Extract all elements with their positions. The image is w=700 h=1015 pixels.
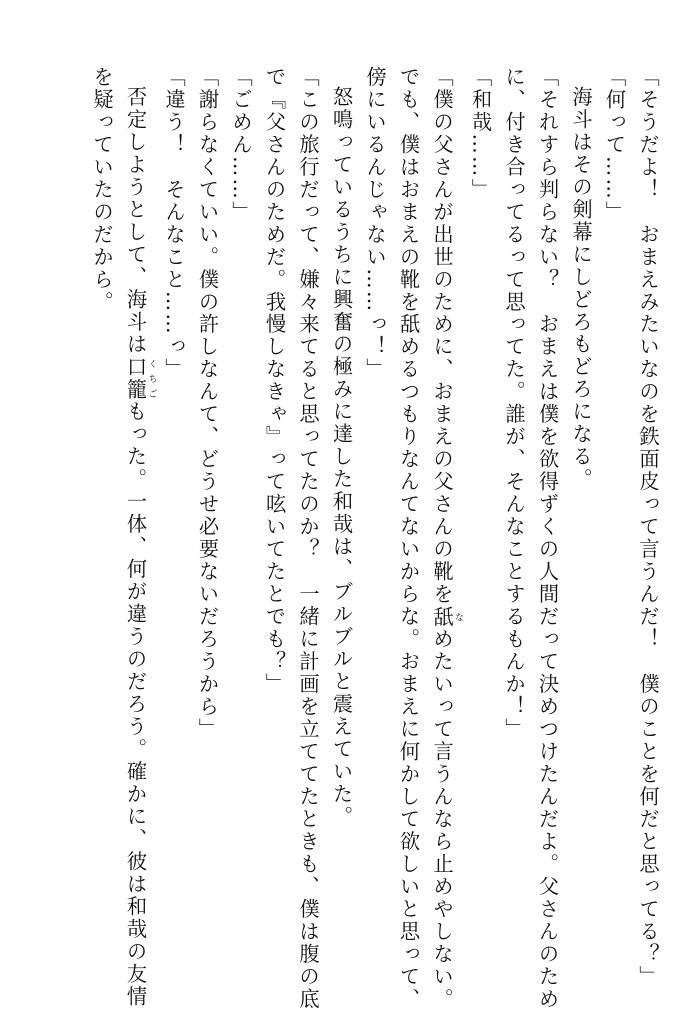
text-line-17: を疑っていたのだから。 — [90, 66, 114, 314]
text-line-10: 怒鳴っているうちに興奮の極みに達した和哉は、ブルブルと震えていた。 — [329, 86, 354, 829]
text-line-1: 「そうだよ！ おまえみたいなのを鉄面皮って言うんだ！ 僕のことを何だと思ってる？」 — [636, 66, 660, 989]
text-line-15: 「違う！ そんなこと……っ」 — [162, 66, 186, 381]
text-line-16-end: もった。一体、何が違うのだろう。確かに、彼は和哉の友情 — [123, 401, 148, 1009]
ruby-word-kuchigomoru — [123, 356, 157, 402]
text-line-3: 海斗はその剣幕にしどろもどろになる。 — [569, 86, 593, 492]
text-line-16-start: 否定しようとして、海斗は — [123, 86, 148, 357]
text-line-9: 傍にいるんじゃない……っ！」 — [363, 66, 387, 381]
text-line-2: 「何って……」 — [602, 66, 627, 224]
ruby-base-nameru: 舐 — [430, 605, 454, 629]
text-line-7 — [425, 66, 464, 1011]
text-line-7-start: 「僕の父さんが出世のために、おまえの父さんの靴を — [430, 66, 454, 606]
text-line-13: 「ごめん……」 — [229, 66, 253, 224]
ruby-word-nameru — [430, 605, 463, 629]
ruby-base-kuchigomoru: 口籠 — [123, 356, 148, 402]
ruby-reading-na: な — [453, 605, 463, 629]
text-line-8: でも、僕はおまえの靴を舐めるつもりなんてないからな。おまえに何かして欲しいと思って、 — [396, 66, 421, 1011]
text-line-5: に、付き合ってるって思ってた。誰が、そんなことするもんか！」 — [502, 66, 526, 741]
ruby-reading-kuchigo: くちご — [146, 356, 157, 402]
text-line-7-end: めたいって言うんなら止めやしない。 — [430, 628, 454, 1011]
vertical-text-body — [24, 66, 664, 1011]
text-line-12: で『父さんのためだ。我慢しなきゃ』って呟いてたとでも？」 — [262, 66, 287, 696]
text-line-14: 「謝らなくていい。僕の許しなんて、どうせ必要ないだろうから」 — [195, 66, 220, 741]
text-line-4: 「それすら判らない？ おまえは僕を欲得ずくの人間だって決めつけたんだよ。父さんのため — [535, 66, 560, 1011]
text-line-6: 「和哉……」 — [468, 66, 493, 201]
text-line-16 — [118, 66, 157, 1009]
text-line-11: 「この旅行だって、嫌々来てると思ってたのか？ 一緒に計画を立ててたときも、僕は腹の底 — [296, 66, 320, 1011]
